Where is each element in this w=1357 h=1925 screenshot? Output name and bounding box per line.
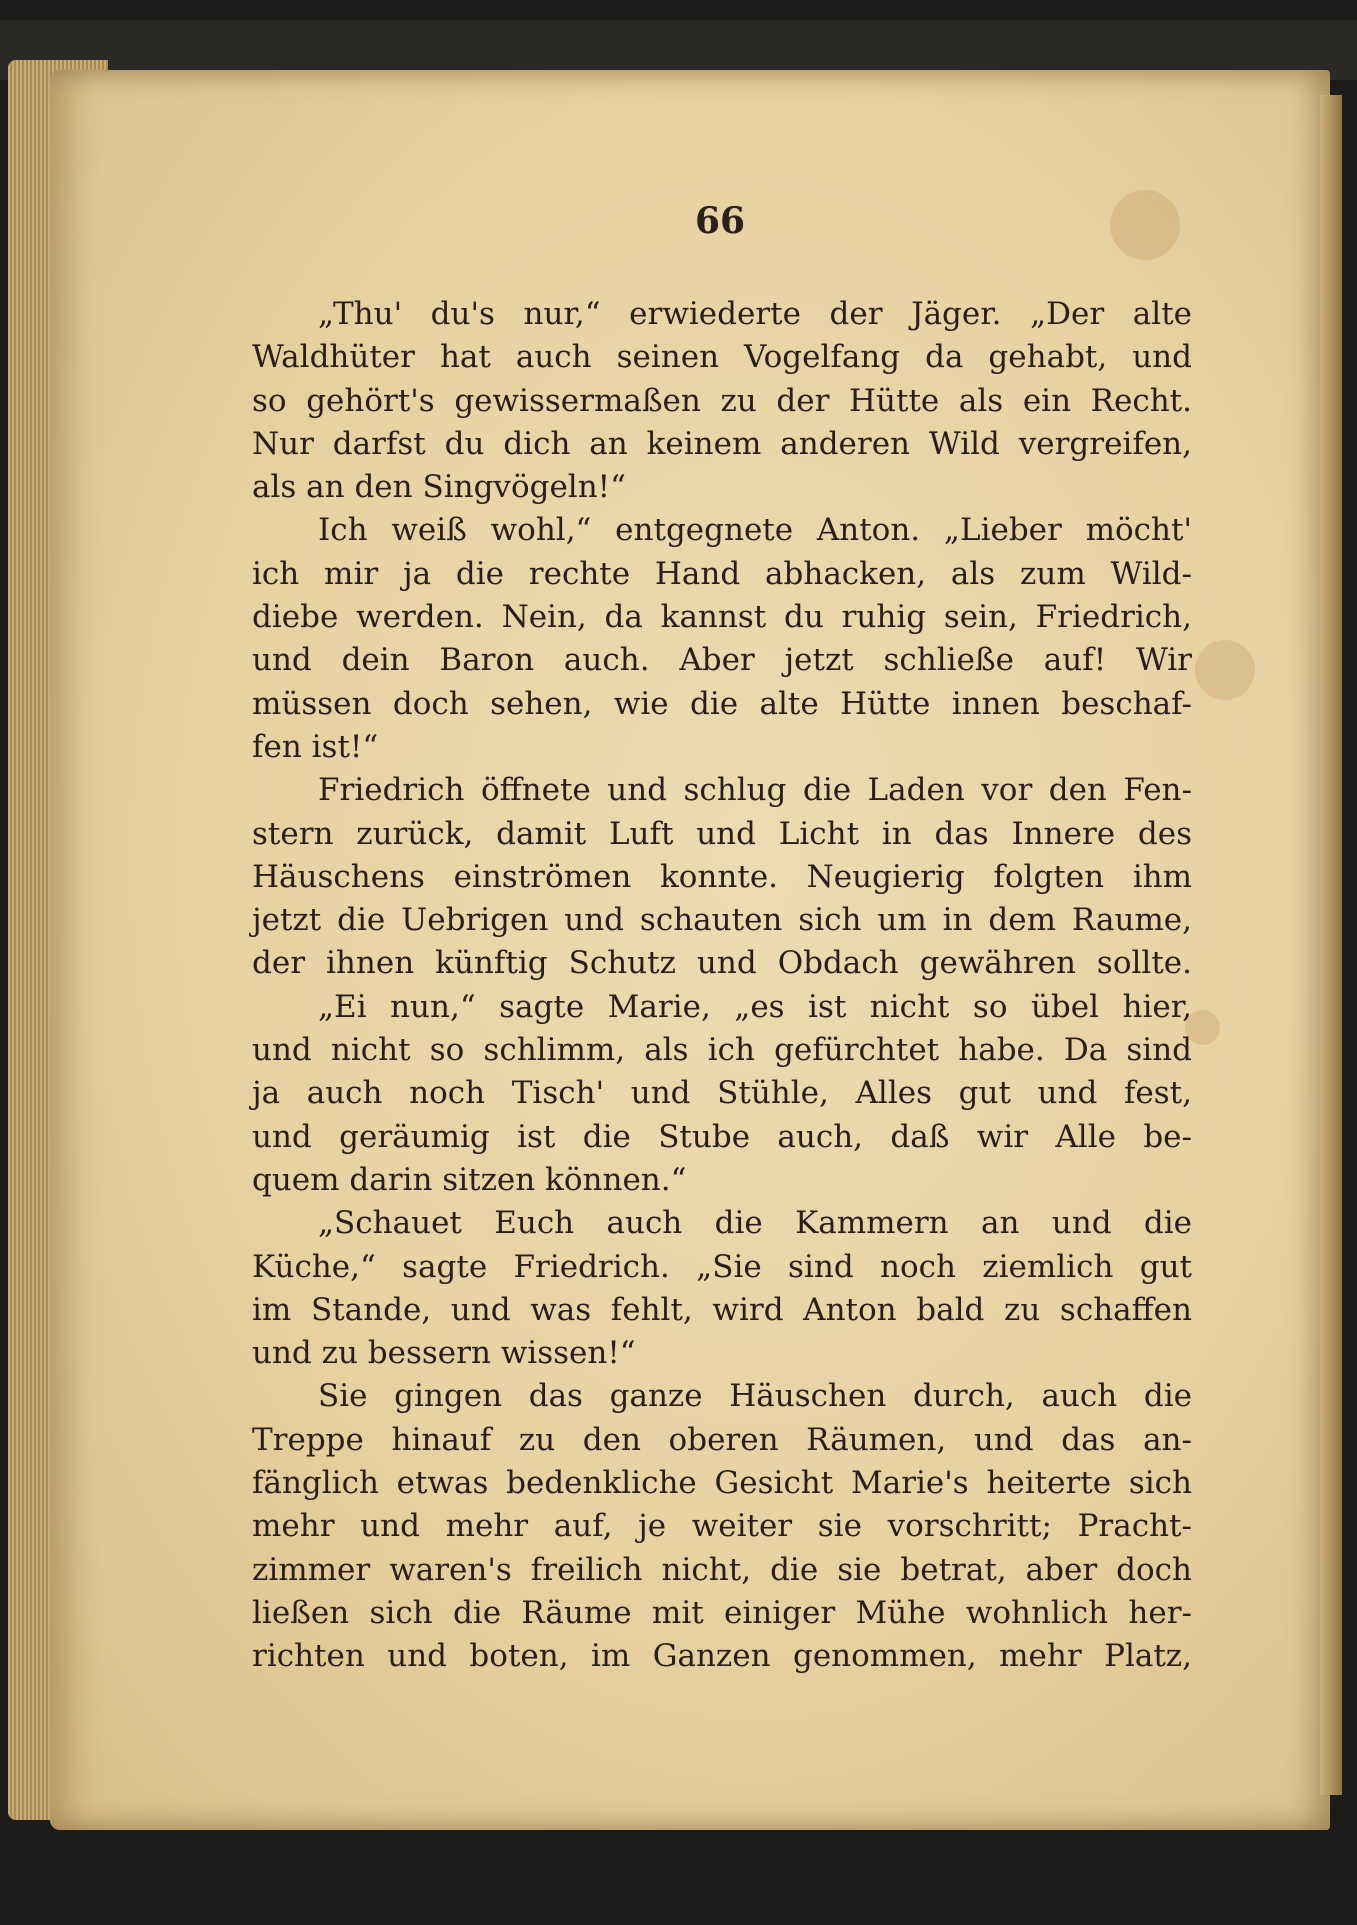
text-line: und nicht so schlimm, als ich gefürchtet habe. Da sind bbox=[252, 1032, 1192, 1069]
text-line: Häuschens einströmen konnte. Neugierig folgten ihm bbox=[252, 858, 1192, 895]
text-line: so gehört's gewissermaßen zu der Hütte als ein Recht. bbox=[252, 382, 1192, 419]
text-line: ich mir ja die rechte Hand abhacken, als zum Wild- bbox=[252, 555, 1192, 592]
text-line: der ihnen künftig Schutz und Obdach gewähren sollte. bbox=[252, 945, 1192, 982]
text-line: ja auch noch Tisch' und Stühle, Alles gut und fest, bbox=[252, 1075, 1192, 1112]
text-line: als an den Singvögeln!“ bbox=[252, 469, 626, 506]
paper-stain bbox=[1195, 640, 1255, 700]
page-gutter bbox=[1320, 95, 1342, 1795]
text-line: und dein Baron auch. Aber jetzt schließe auf! Wir bbox=[252, 642, 1192, 679]
text-line: Treppe hinauf zu den oberen Räumen, und das an- bbox=[252, 1421, 1192, 1458]
text-line: Friedrich öffnete und schlug die Laden vor den Fen- bbox=[318, 772, 1192, 809]
text-line: Ich weiß wohl,“ entgegnete Anton. „Lieber möcht' bbox=[318, 512, 1192, 549]
text-line: diebe werden. Nein, da kannst du ruhig sein, Friedrich, bbox=[252, 599, 1192, 636]
text-line: mehr und mehr auf, je weiter sie vorschritt; Pracht- bbox=[252, 1508, 1192, 1545]
text-line: im Stande, und was fehlt, wird Anton bald zu schaffen bbox=[252, 1291, 1192, 1328]
text-line: „Schauet Euch auch die Kammern an und die bbox=[318, 1205, 1192, 1242]
page-number: 66 bbox=[694, 200, 746, 242]
text-line: Nur darfst du dich an keinem anderen Wild vergreifen, bbox=[252, 425, 1192, 462]
text-line: Sie gingen das ganze Häuschen durch, auch die bbox=[318, 1378, 1192, 1415]
text-line: jetzt die Uebrigen und schauten sich um in dem Raume, bbox=[252, 902, 1192, 939]
text-line: und zu bessern wissen!“ bbox=[252, 1335, 636, 1372]
text-line: fänglich etwas bedenkliche Gesicht Marie's heiterte sich bbox=[252, 1465, 1192, 1502]
text-line: quem darin sitzen können.“ bbox=[252, 1161, 687, 1198]
text-line: und geräumig ist die Stube auch, daß wir Alle be- bbox=[252, 1118, 1192, 1155]
text-line: fen ist!“ bbox=[252, 728, 379, 765]
text-line: zimmer waren's freilich nicht, die sie betrat, aber doch bbox=[252, 1551, 1192, 1588]
text-line: müssen doch sehen, wie die alte Hütte innen beschaf- bbox=[252, 685, 1192, 722]
body-text bbox=[252, 293, 1192, 1679]
text-line: ließen sich die Räume mit einiger Mühe wohnlich her- bbox=[252, 1594, 1192, 1631]
text-line: Waldhüter hat auch seinen Vogelfang da gehabt, und bbox=[252, 339, 1192, 376]
text-line: richten und boten, im Ganzen genommen, mehr Platz, bbox=[252, 1638, 1192, 1675]
text-line: stern zurück, damit Luft und Licht in das Innere des bbox=[252, 815, 1192, 852]
text-line: „Ei nun,“ sagte Marie, „es ist nicht so übel hier, bbox=[318, 988, 1192, 1025]
text-line: Küche,“ sagte Friedrich. „Sie sind noch ziemlich gut bbox=[252, 1248, 1192, 1285]
text-line: „Thu' du's nur,“ erwiederte der Jäger. „Der alte bbox=[318, 296, 1192, 332]
